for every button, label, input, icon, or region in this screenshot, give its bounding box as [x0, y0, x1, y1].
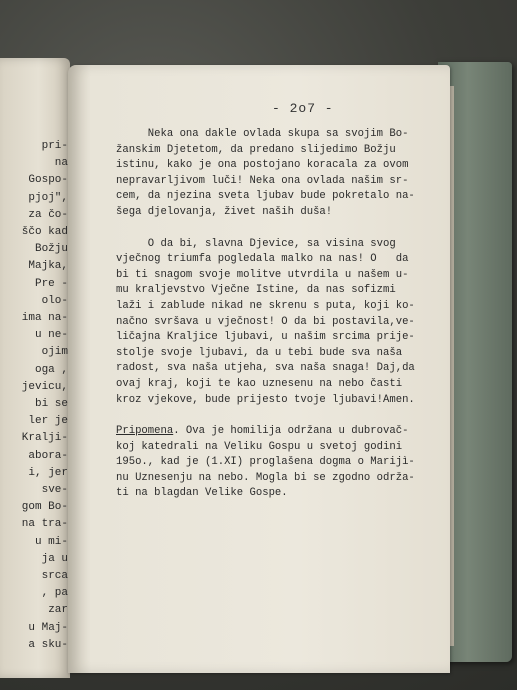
text-line: ojim: [41, 346, 68, 359]
text-line: gom Bo-: [21, 501, 68, 514]
text-line: Pre -: [34, 277, 68, 290]
text-line: ja u: [41, 552, 68, 565]
text-line: vječnog triumfa pogledala malko na nas! O da: [116, 253, 409, 266]
text-line: žanskim Djetetom, da predano slijedimo Božju: [116, 143, 396, 156]
text-line: ovaj kraj, koji te kao uznesenu na nebo časti: [116, 377, 403, 390]
text-line: abora-: [28, 449, 68, 462]
text-line: olo-: [41, 294, 68, 307]
text-line: ščo kad: [21, 226, 68, 239]
text-line: koj katedrali na Veliku Gospu u svetoj godini: [116, 440, 403, 453]
text-line: pjoj",: [28, 191, 68, 204]
text-line: na: [54, 157, 68, 170]
text-line: ler je: [28, 415, 68, 428]
text-line: Majka,: [28, 260, 68, 273]
text-line: laži i zablude nikad ne skrenu s puta, koji ko-: [116, 299, 415, 312]
text-line: radost, sva naša utjeha, sva naša snaga! Daj,da: [116, 362, 415, 375]
text-line: za čo-: [28, 208, 68, 221]
note-first-line: . Ova je homilija održana u dubrovač-: [173, 425, 409, 438]
text-line: načno svršava u vječnost! O da bi postavila,ve-: [116, 315, 415, 328]
text-line: i, jer: [28, 466, 68, 479]
text-line: cem, da njezina sveta ljubav bude pokretalo na-: [116, 190, 415, 203]
text-line: sve-: [41, 484, 68, 497]
text-line: na tra-: [21, 518, 68, 531]
text-line: istinu, kako je ona postojano koracala za ovom: [116, 159, 409, 172]
text-line: mu kraljevstvo Vječne Istine, da nas sofizmi: [116, 284, 396, 297]
text-line: a sku-: [28, 638, 68, 651]
text-line: u Maj-: [28, 621, 68, 634]
text-line: jevicu,: [21, 380, 68, 393]
text-line: ličajna Kraljice ljubavi, u našim srcima prije-: [116, 331, 415, 344]
text-line: zar: [48, 604, 68, 617]
text-line: bi ti snagom svoje molitve utvrdila u našem u-: [116, 268, 409, 281]
text-line: ima na-: [21, 312, 68, 325]
text-line: srca: [41, 570, 68, 583]
page-number: - 2o7 -: [272, 101, 334, 116]
text-line: kroz vjekove, bude prijesto tvoje ljubavi!Amen.: [116, 393, 415, 406]
text-line: šega djelovanja, živet naših duša!: [116, 205, 333, 218]
note-label: Pripomena: [116, 425, 174, 438]
text-line: 195o., kad je (1.XI) proglašena dogma o Marijì-: [116, 456, 415, 469]
text-line: Neka ona dakle ovlada skupa sa svojim Bo-: [116, 128, 409, 140]
text-line: oga ,: [34, 363, 68, 376]
text-line: ti na blagdan Velike Gospe.: [116, 487, 288, 500]
paragraph-2: [116, 237, 446, 409]
text-line: stolje svoje ljubavi, da u tebi bude sva naša: [116, 346, 403, 359]
text-line: Kralji-: [21, 432, 68, 445]
text-line: pri-: [41, 140, 68, 152]
text-line: Gospo-: [28, 174, 68, 187]
note-paragraph: [116, 424, 446, 502]
text-line: , pa: [41, 587, 68, 600]
left-page-text: [2, 138, 68, 654]
text-line: u ne-: [34, 329, 68, 342]
text-line: u mi-: [34, 535, 68, 548]
text-line: O da bi, slavna Djevice, sa visina svog: [116, 237, 396, 250]
text-line: Božju: [34, 243, 68, 256]
paragraph-1: [116, 127, 446, 221]
text-line: bi se: [34, 398, 68, 411]
text-line: nu Uznesenju na nebo. Mogla bi se zgodno održa-: [116, 471, 415, 484]
page-body: [116, 127, 446, 502]
note-rest: [116, 440, 446, 502]
text-line: nepravarljivom luči! Neka ona ovlada našim sr-: [116, 174, 409, 187]
left-page: [0, 58, 70, 678]
